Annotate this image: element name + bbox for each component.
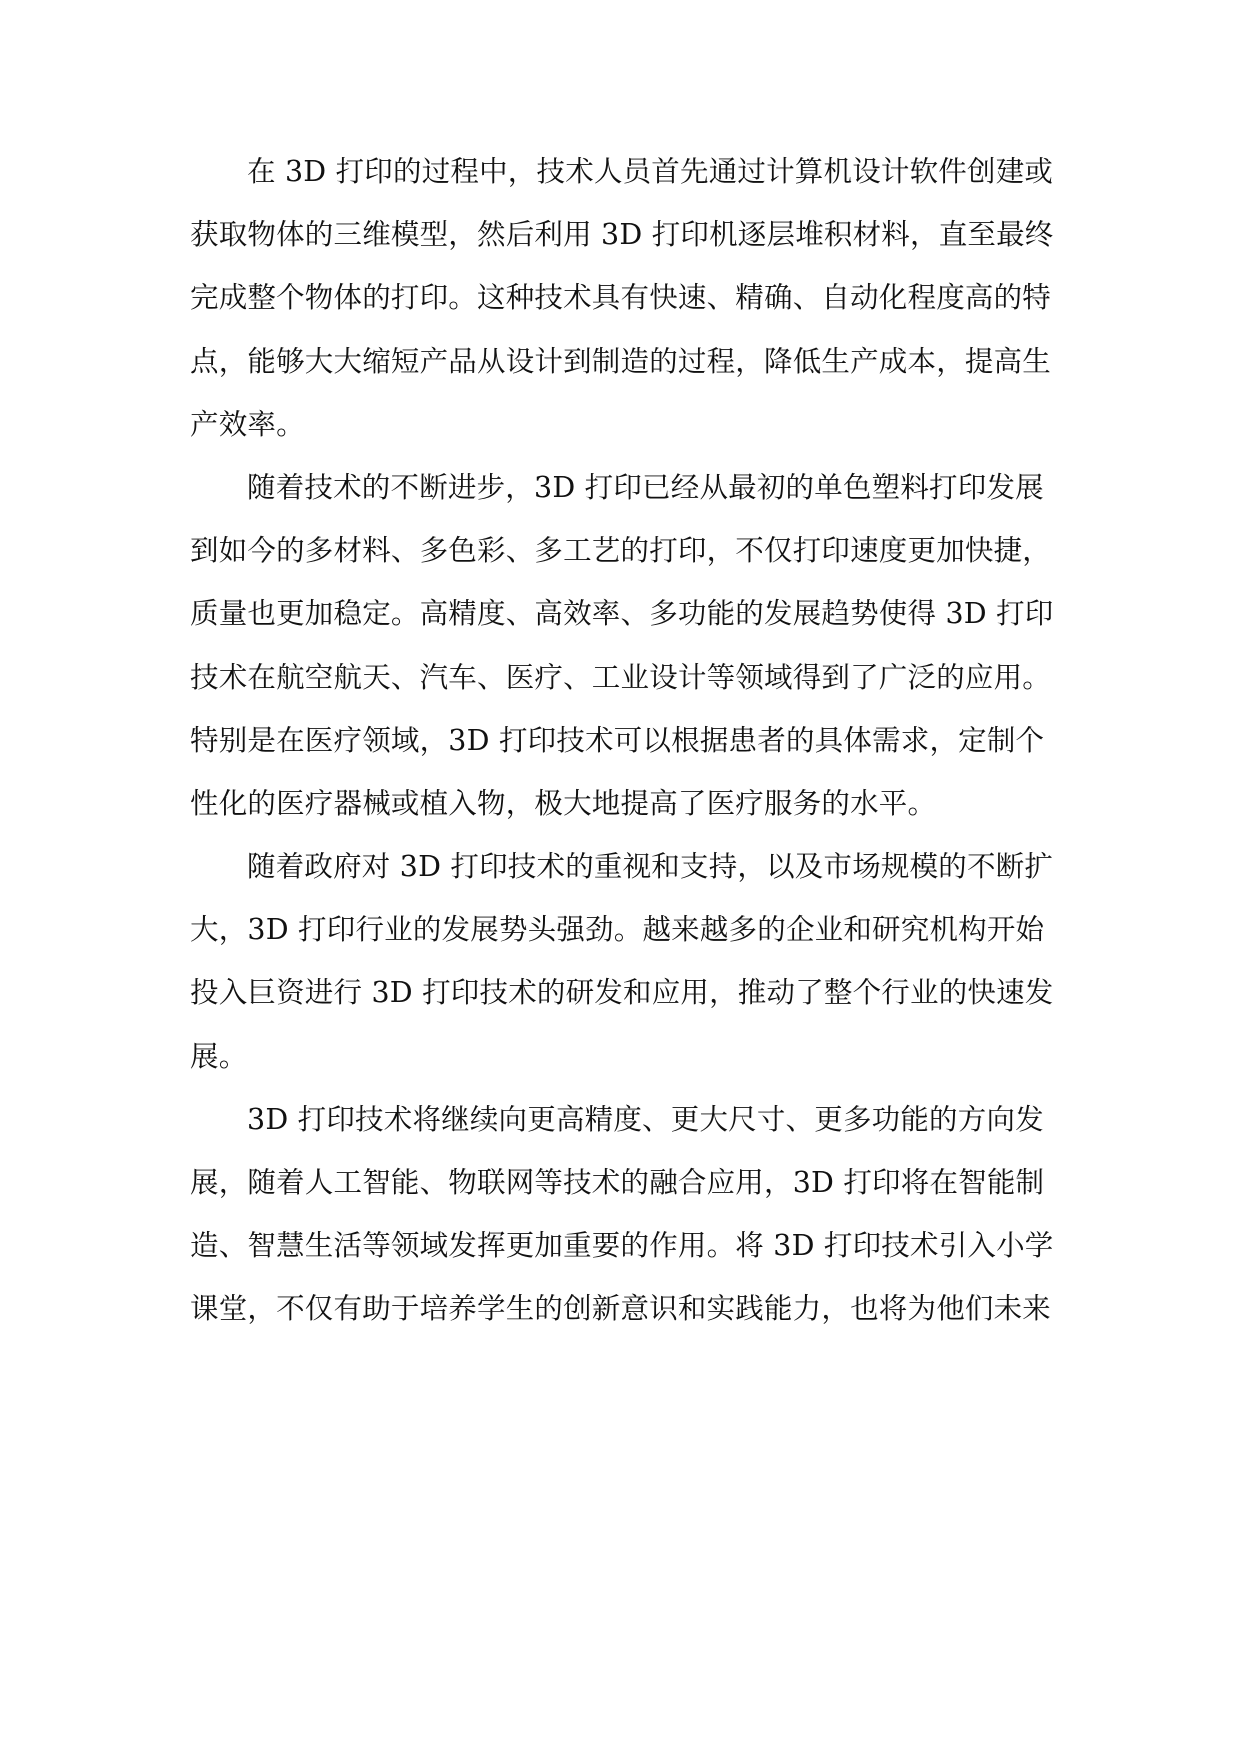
paragraph-line: 展，随着人工智能、物联网等技术的融合应用，3D 打印将在智能制: [190, 1166, 1045, 1199]
paragraph-line: 3D 打印技术将继续向更高精度、更大尺寸、更多功能的方向发: [247, 1102, 1044, 1136]
paragraph-line: 特别是在医疗领域，3D 打印技术可以根据患者的具体需求，定制个: [190, 723, 1045, 757]
paragraph-line: 随着政府对 3D 打印技术的重视和支持，以及市场规模的不断扩: [247, 850, 1054, 884]
paragraph-line: 展。: [190, 1039, 248, 1073]
paragraph-line: 造、智慧生活等领域发挥更加重要的作用。将 3D 打印技术引入小学: [190, 1229, 1054, 1263]
paragraph-line: 投入巨资进行 3D 打印技术的研发和应用，推动了整个行业的快速发: [190, 976, 1054, 1010]
document-body: [190, 140, 1070, 1341]
paragraph-line: 技术在航空航天、汽车、医疗、工业设计等领域得到了广泛的应用。: [190, 660, 1052, 694]
paragraph-line: 性化的医疗器械或植入物，极大地提高了医疗服务的水平。: [190, 786, 937, 820]
paragraph-line: 大，3D 打印行业的发展势头强劲。越来越多的企业和研究机构开始: [190, 913, 1045, 947]
paragraph-line: 完成整个物体的打印。这种技术具有快速、精确、自动化程度高的特: [190, 281, 1052, 315]
paragraph-line: 点，能够大大缩短产品从设计到制造的过程，降低生产成本，提高生: [190, 344, 1052, 378]
paragraph-line: 获取物体的三维模型，然后利用 3D 打印机逐层堆积材料，直至最终: [190, 218, 1054, 252]
paragraph-1: [190, 140, 1070, 456]
paragraph-line: 在 3D 打印的过程中，技术人员首先通过计算机设计软件创建或: [247, 155, 1054, 188]
paragraph-4: [190, 1088, 1070, 1341]
paragraph-line: 到如今的多材料、多色彩、多工艺的打印，不仅打印速度更加快捷，: [190, 534, 1052, 568]
paragraph-3: [190, 835, 1070, 1088]
paragraph-2: [190, 456, 1070, 835]
paragraph-line: 随着技术的不断进步，3D 打印已经从最初的单色塑料打印发展: [247, 470, 1044, 504]
paragraph-line: 质量也更加稳定。高精度、高效率、多功能的发展趋势使得 3D 打印: [190, 597, 1054, 631]
paragraph-line: 产效率。: [190, 407, 305, 441]
paragraph-line: 课堂，不仅有助于培养学生的创新意识和实践能力，也将为他们未来: [190, 1292, 1052, 1326]
